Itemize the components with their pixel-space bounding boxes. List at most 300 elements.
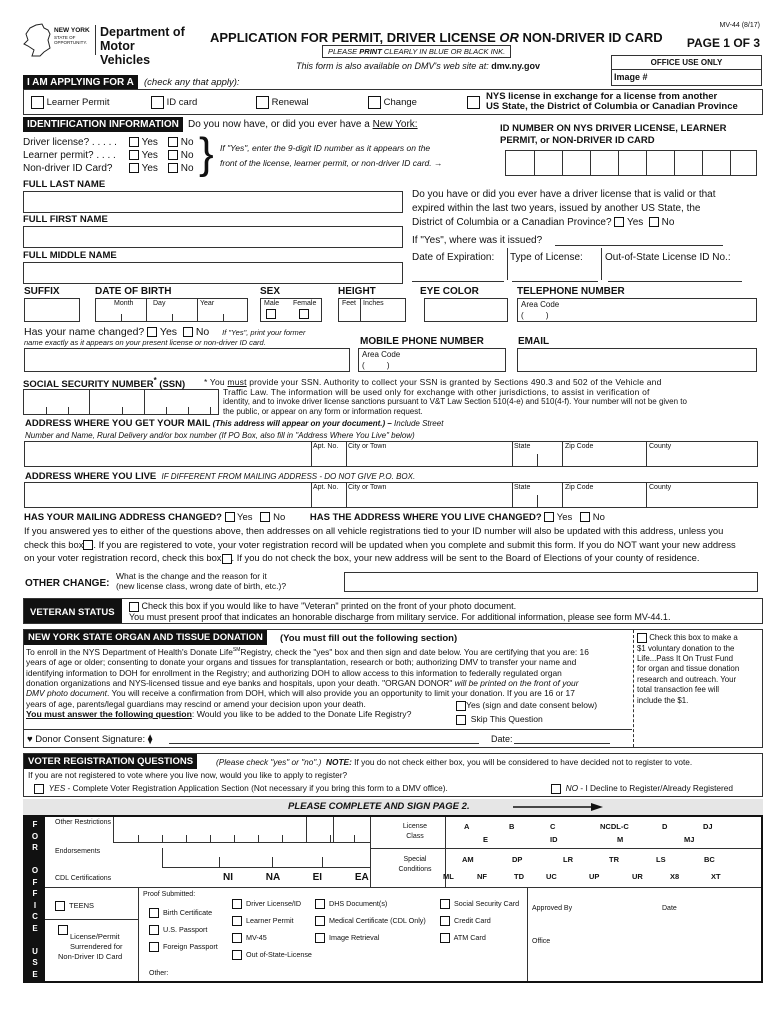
restriction-tick: [234, 835, 235, 842]
checkbox[interactable]: [440, 916, 450, 926]
option-change[interactable]: [368, 96, 417, 109]
sidebar-letter: U: [32, 946, 38, 956]
nys-logo: [22, 22, 187, 67]
cdl-cert-label: CDL Certifications: [55, 875, 112, 882]
live-yes-checkbox[interactable]: [544, 512, 554, 522]
area-code-parens: ( ): [521, 311, 549, 320]
condition-code: UC: [546, 872, 557, 881]
city-label: City or Town: [348, 484, 387, 491]
side-1: Check this box to make a: [649, 633, 738, 643]
checkbox[interactable]: [315, 899, 325, 909]
checkbox[interactable]: [440, 899, 450, 909]
class-code: M: [617, 835, 624, 844]
surrendered-option[interactable]: [58, 925, 123, 962]
image-number-field[interactable]: [612, 69, 761, 84]
yes-checkbox[interactable]: [129, 150, 139, 160]
other-state-line-2: expired within the last two years, issued by another US State, the: [412, 203, 701, 214]
logo-divider: [95, 25, 96, 55]
veteran-text: [129, 601, 670, 623]
teens-label: TEENS: [69, 901, 95, 910]
height-input[interactable]: [338, 298, 406, 322]
mail-note-1: (This address will appear on your document.) –: [210, 419, 395, 428]
restriction-divider: [306, 817, 307, 842]
condition-code: TR: [609, 855, 619, 864]
divider: [512, 442, 513, 466]
other-state-line-3: District of Columbia or a Canadian Province?: [412, 217, 612, 228]
donation-checkbox[interactable]: [637, 633, 647, 643]
row-label: Non-driver ID Card?: [23, 163, 113, 174]
name-change-hint-1: If "Yes", print your former: [222, 328, 306, 337]
height-label: HEIGHT: [338, 286, 376, 297]
divider: [24, 729, 632, 730]
id-row-driver-license: [23, 136, 194, 149]
sidebar-letter: R: [32, 843, 38, 852]
print-note: [322, 45, 511, 58]
email-input[interactable]: [517, 348, 757, 372]
divider: [311, 442, 312, 466]
mailing-yes-checkbox[interactable]: [225, 512, 235, 522]
other-restrictions-input[interactable]: [113, 817, 370, 843]
cdl-codes: [223, 872, 369, 883]
former-name-input[interactable]: [24, 348, 350, 372]
inches-label: Inches: [363, 300, 384, 307]
condition-code: X8: [670, 872, 680, 881]
organ-yes-option[interactable]: [456, 700, 597, 711]
endorsement-tick: [219, 857, 220, 867]
yes-label: Yes: [626, 217, 644, 228]
print-note-b: PRINT: [359, 47, 382, 56]
condition-code: BC: [704, 855, 715, 864]
proof-option[interactable]: [440, 929, 519, 946]
voter-yes-checkbox[interactable]: [34, 784, 44, 794]
surrendered-3: Non-Driver ID Card: [58, 952, 123, 962]
organ-skip-checkbox[interactable]: [456, 715, 466, 725]
organ-must-answer: You must answer the following question: [26, 709, 192, 720]
checkbox[interactable]: [149, 908, 159, 918]
name-change-label: Has your name changed?: [24, 326, 145, 338]
other-change-q1: What is the change and the reason for it: [116, 571, 267, 581]
checkbox[interactable]: [368, 96, 381, 109]
apt-label: Apt. No.: [313, 484, 339, 491]
yes-label: Yes: [141, 137, 158, 148]
id-row-learner-permit: [23, 149, 194, 162]
cell-divider: [730, 151, 731, 175]
veteran-checkbox[interactable]: [129, 602, 139, 612]
ssn-suffix: (SSN): [156, 379, 186, 391]
form-title: [210, 30, 663, 45]
checkbox[interactable]: [256, 96, 269, 109]
yes-label: Yes: [159, 326, 178, 338]
restriction-tick: [210, 835, 211, 842]
sign-page-text: PLEASE COMPLETE AND SIGN PAGE 2.: [288, 801, 470, 812]
voter-note-label: NOTE:: [326, 757, 352, 767]
para-3a: on your voter registration record, check this box: [24, 552, 222, 563]
mail-address-title: [25, 418, 443, 429]
ssn-tick: [46, 407, 47, 414]
class-code: D: [662, 822, 668, 831]
apt-label: Apt. No.: [313, 443, 339, 450]
no-checkbox[interactable]: [183, 327, 193, 337]
class-code: ID: [550, 835, 558, 844]
checkbox[interactable]: [151, 96, 164, 109]
condition-code: LS: [656, 855, 666, 864]
id-number-input[interactable]: [505, 150, 757, 176]
live-address-input[interactable]: [24, 482, 758, 508]
sidebar-letter: O: [31, 866, 39, 875]
name-change-question: [24, 326, 305, 338]
proof-option[interactable]: [315, 895, 426, 912]
sidebar-letter: E: [32, 969, 38, 979]
no-checkbox[interactable]: [168, 163, 178, 173]
dob-label: DATE OF BIRTH: [95, 286, 172, 297]
voter-no-checkbox[interactable]: [551, 784, 561, 794]
proof-label: Birth Certificate: [163, 908, 213, 917]
condition-code: LR: [563, 855, 573, 864]
applying-note: (check any that apply):: [144, 77, 240, 88]
sidebar-letter: F: [32, 820, 38, 829]
ssn-tick: [122, 407, 123, 414]
county-label: County: [649, 443, 672, 450]
proof-label: Driver License/ID: [246, 899, 302, 908]
organ-yes-label: Yes (sign and date consent below): [466, 700, 598, 710]
last-name-input[interactable]: [23, 191, 403, 213]
checkbox[interactable]: [440, 933, 450, 943]
proof-col-4: [440, 895, 519, 946]
yes-label: Yes: [556, 512, 573, 523]
condition-code: DP: [512, 855, 523, 864]
veteran-line-2: You must present proof that indicates an honorable discharge from military service. For additional information, please see form MV-44.1.: [129, 612, 671, 622]
day-label: Day: [153, 300, 166, 307]
middle-name-input[interactable]: [23, 262, 403, 284]
voter-no-b: - I Decline to Register/Already Registered: [578, 783, 734, 793]
divider: [527, 887, 528, 981]
live-note: IF DIFFERENT FROM MAILING ADDRESS - DO NOT GIVE P.O. BOX.: [161, 472, 416, 481]
applying-header: I AM APPLYING FOR A: [23, 75, 138, 90]
voter-note: [216, 757, 692, 767]
endorsements-input[interactable]: [162, 848, 370, 868]
license-type-input[interactable]: [512, 281, 598, 282]
other-change-label: OTHER CHANGE:: [25, 578, 110, 589]
no-label: No: [273, 512, 286, 523]
divider: [45, 887, 761, 888]
proof-option[interactable]: [149, 921, 218, 938]
checkbox[interactable]: [232, 933, 242, 943]
eye-color-label: EYE COLOR: [420, 286, 479, 297]
other-state-line-1: Do you have or did you ever have a driver license that is valid or that: [412, 189, 716, 200]
option-exchange: [486, 92, 738, 112]
proof-option[interactable]: [315, 912, 426, 929]
cdl-code: NA: [265, 872, 280, 883]
checkbox[interactable]: [232, 950, 242, 960]
tick: [121, 314, 122, 321]
divider: [507, 248, 508, 280]
cdl-code: EA: [354, 872, 369, 883]
ssn-group-divider: [89, 390, 90, 414]
organ-p3: identifying information to DOH for enrollment in the Registry; and authorizing DOH to allow access to this information to federally regulated organ: [26, 667, 562, 678]
divider: [512, 483, 513, 507]
side-5: research and outreach. Your: [637, 674, 737, 684]
proof-option[interactable]: [440, 895, 519, 912]
other-change-question: [116, 571, 286, 591]
cell-divider: [702, 151, 703, 175]
mail-address-input[interactable]: [24, 441, 758, 467]
area-code-label: Area Code: [362, 350, 401, 359]
other-change-input[interactable]: [344, 572, 758, 592]
organ-yes-checkbox[interactable]: [456, 701, 466, 711]
proof-label: ATM Card: [453, 933, 486, 942]
organ-p4a: donation organizations and NYS-licensed tissue and eye banks and hospitals, upon your death. "ORGAN DONOR": [26, 678, 455, 689]
cell-divider: [590, 151, 591, 175]
male-checkbox[interactable]: [266, 309, 276, 319]
id-number-label-2: PERMIT, or NON-DRIVER ID CARD: [500, 135, 655, 146]
no-checkbox[interactable]: [649, 217, 659, 227]
male-label: Male: [264, 300, 280, 307]
voter-header: VOTER REGISTRATION QUESTIONS: [24, 754, 197, 769]
option-learner-permit[interactable]: [31, 96, 109, 109]
id-number-label: [500, 123, 726, 147]
sex-label: SEX: [260, 286, 281, 297]
tick: [223, 314, 224, 321]
office-use-label: OFFICE USE ONLY: [650, 58, 723, 67]
condition-code: XT: [711, 872, 721, 881]
cell-divider: [674, 151, 675, 175]
telephone-input[interactable]: [517, 298, 757, 322]
where-issued-input[interactable]: [555, 245, 723, 246]
logo-tag-1: STATE OF: [54, 35, 76, 40]
expiration-input[interactable]: [412, 281, 504, 282]
organ-p1: To enroll in the NYS Department of Health's Donate Life: [26, 646, 233, 657]
option-exchange-checkbox[interactable]: [467, 96, 480, 109]
condition-code: ML: [443, 872, 454, 881]
yes-label: Yes: [237, 512, 253, 523]
suffix-label: SUFFIX: [24, 286, 60, 297]
suffix-input[interactable]: [24, 298, 80, 322]
voter-record-checkbox[interactable]: [222, 554, 232, 564]
ssn-note-line-2: Traffic Law. The information will be used only for exchange with other jurisdictions, to assist in verification of: [223, 387, 650, 397]
dob-input[interactable]: [95, 298, 248, 322]
option-renewal[interactable]: [256, 96, 309, 109]
divider: [537, 454, 538, 466]
restriction-tick: [258, 835, 259, 842]
checkbox[interactable]: [467, 96, 480, 109]
divider: [646, 442, 647, 466]
divider: [537, 495, 538, 507]
checkbox[interactable]: [31, 96, 44, 109]
checkbox[interactable]: [232, 916, 242, 926]
office-use-section: [23, 815, 763, 983]
checkbox[interactable]: [149, 925, 159, 935]
print-note-c: CLEARLY IN BLUE OR BLACK INK.: [381, 47, 506, 56]
mailing-changed-question: HAS YOUR MAILING ADDRESS CHANGED?: [24, 512, 222, 523]
proof-label: Learner Permit: [246, 916, 294, 925]
live-no-checkbox[interactable]: [580, 512, 590, 522]
proof-option[interactable]: [232, 946, 312, 963]
divider: [45, 919, 138, 920]
divider: [646, 483, 647, 507]
no-label: No: [195, 326, 210, 338]
office-use-box: [611, 55, 762, 86]
organ-question: : Would you like to be added to the Donate Life Registry?: [191, 709, 412, 720]
divider: [346, 483, 347, 507]
city-label: City or Town: [348, 443, 387, 450]
yes-checkbox[interactable]: [129, 163, 139, 173]
title-or: OR: [499, 30, 519, 45]
live-title: ADDRESS WHERE YOU LIVE: [25, 471, 157, 482]
ssn-note-line-3: identity, and to invoke driver license sanctions pursuant to V&T Law Section 510(4-e) and 510(4-f). Your number will not be given to: [223, 397, 687, 406]
mobile-input[interactable]: [358, 348, 506, 372]
mailing-no-checkbox[interactable]: [260, 512, 270, 522]
teens-checkbox[interactable]: [55, 901, 65, 911]
mail-title: ADDRESS WHERE YOU GET YOUR MAIL: [25, 418, 211, 429]
restriction-tick: [186, 835, 187, 842]
hint-line-2: front of the license, learner permit, or non-driver ID card. →: [220, 158, 443, 168]
sidebar-letter: [25, 934, 45, 946]
divider: [562, 442, 563, 466]
name-change-hint-2: name exactly as it appears on your present license or non-driver ID card.: [24, 338, 266, 347]
logo-dept-line-1: Department of: [100, 25, 185, 39]
option-id-card[interactable]: [151, 96, 197, 109]
side-4: for organ and tissue donation: [637, 664, 740, 674]
voter-no-a: NO: [565, 783, 579, 793]
sex-field: [260, 298, 322, 322]
sidebar-letter: O: [31, 831, 39, 841]
condition-code: NF: [477, 872, 487, 881]
sidebar-letter: [25, 854, 45, 866]
surrendered-checkbox[interactable]: [58, 925, 68, 935]
proof-option[interactable]: [440, 912, 519, 929]
para-2b: . If you are registered to vote, your voter registration record will be updated when you complete and submit this form. If you do NOT want your new address: [93, 538, 736, 550]
option-label: Learner Permit: [46, 97, 110, 109]
feet-label: Feet: [342, 300, 357, 307]
side-2: $1 voluntary donation to the: [637, 643, 735, 653]
organ-skip-option[interactable]: [456, 714, 543, 725]
class-code: MJ: [684, 835, 695, 844]
proof-option[interactable]: [232, 929, 312, 946]
office-use-sidebar: [25, 817, 45, 981]
proof-option[interactable]: [232, 912, 312, 929]
cell-divider: [618, 151, 619, 175]
voter-yes-b: - Complete Voter Registration Application Section (Not necessary if you bring this form to a DMV office).: [65, 783, 448, 793]
address-change-paragraph: [24, 524, 762, 565]
logo-state: NEW YORK: [54, 27, 90, 34]
para-3b: . If you do not check the box, your new address will be sent to the Board of Elections of your county of residence.: [231, 552, 700, 563]
para-2a: check this box: [24, 538, 84, 550]
restriction-tick: [162, 835, 163, 842]
organ-p5b: . You will receive a confirmation from DOH, which will also provide you an opportunity to limit your donation. If you are 16 or 17: [107, 688, 575, 699]
live-changed-question: HAS THE ADDRESS WHERE YOU LIVE CHANGED?: [309, 512, 542, 523]
no-checkbox[interactable]: [168, 150, 178, 160]
class-code: A: [464, 822, 470, 831]
approved-by-label: Approved By: [532, 905, 573, 912]
service-mark: SM: [232, 647, 241, 653]
proof-label: Out of-State-License: [246, 950, 312, 959]
yes-checkbox[interactable]: [147, 327, 157, 337]
first-name-input[interactable]: [23, 226, 403, 248]
proof-submitted-label: Proof Submitted:: [143, 891, 196, 898]
side-7: include the $1.: [637, 695, 689, 705]
proof-col-1: [149, 904, 218, 955]
state-label: State: [514, 484, 531, 491]
proof-option[interactable]: [149, 904, 218, 921]
divider: [633, 630, 634, 747]
checkbox[interactable]: [315, 916, 325, 926]
checkbox[interactable]: [149, 942, 159, 952]
brace-icon: }: [199, 129, 214, 178]
proof-option[interactable]: [149, 938, 218, 955]
yes-checkbox[interactable]: [614, 217, 624, 227]
website-text: This form is also available on DMV's web site at:: [296, 61, 492, 71]
no-checkbox[interactable]: [168, 137, 178, 147]
ssn-input[interactable]: [23, 389, 219, 415]
identification-question: [188, 119, 418, 130]
print-note-a: PLEASE: [328, 47, 360, 56]
mobile-label: MOBILE PHONE NUMBER: [360, 336, 484, 347]
voter-no-option[interactable]: [551, 783, 733, 794]
yes-checkbox[interactable]: [129, 137, 139, 147]
teens-option[interactable]: [55, 901, 94, 911]
mail-address-note: Number and Name, Rural Delivery and/or box number (If PO Box, also fill in "Address Where You Live" below): [25, 431, 415, 440]
proof-col-3: [315, 895, 426, 946]
class-code: B: [509, 822, 515, 831]
vehicle-registration-checkbox[interactable]: [83, 540, 93, 550]
restriction-tick: [282, 835, 283, 842]
proof-option[interactable]: [232, 895, 312, 912]
proof-label: Social Security Card: [454, 899, 520, 908]
checkbox[interactable]: [232, 899, 242, 909]
signature-input[interactable]: [169, 743, 479, 744]
logo-tag-2: OPPORTUNITY.: [54, 40, 88, 45]
last-name-label: FULL LAST NAME: [23, 179, 106, 190]
condition-code: AM: [462, 855, 474, 864]
option-label: ID card: [166, 97, 198, 109]
other-state-question: [412, 188, 716, 230]
ssn-note-line-4: the public, or appear on any form or information request.: [223, 407, 423, 416]
ssn-tick: [188, 407, 189, 414]
female-checkbox[interactable]: [299, 309, 309, 319]
ssn-note-b: provide your SSN. Authority to collect your SSN is granted by Sections 490.3 and 502 of the Vehicle and: [246, 377, 662, 387]
ssn-note-a: * You: [204, 377, 228, 387]
voter-instr: (Please check "yes" or "no".): [216, 757, 322, 767]
voter-note-text: If you do not check either box, you will be considered to have decided not to register to vote.: [351, 757, 693, 767]
checkbox[interactable]: [315, 933, 325, 943]
organ-p5a: DMV photo document: [26, 688, 108, 699]
date-label: Date:: [491, 734, 513, 744]
id-row-non-driver-id: [23, 162, 194, 175]
ssn-note-must: must: [227, 377, 247, 387]
county-label: County: [649, 484, 672, 491]
para-line-1: If you answered yes to either of the questions above, then addresses on all vehicle registrations tied to your ID number will also be updated with this address, unless you: [24, 525, 724, 536]
eye-color-input[interactable]: [424, 298, 508, 322]
organ-p6: years of age, parents/legal guardians may rescind or amend your decision upon your death.: [26, 698, 366, 709]
veteran-header: VETERAN STATUS: [24, 599, 122, 623]
website-link[interactable]: dmv.ny.gov: [491, 61, 540, 71]
date-input[interactable]: [514, 743, 610, 744]
no-label: No: [180, 137, 194, 148]
condition-code: UP: [589, 872, 600, 881]
identification-header: IDENTIFICATION INFORMATION: [23, 117, 183, 132]
license-type-label: Type of License:: [510, 252, 583, 263]
restriction-divider: [333, 817, 334, 842]
cell-divider: [562, 151, 563, 175]
cdl-code: EI: [312, 872, 323, 883]
voter-yes-option[interactable]: [34, 783, 448, 794]
surrendered-2: Surrendered for: [70, 942, 123, 952]
restriction-tick: [138, 835, 139, 842]
ssn-tick: [166, 407, 167, 414]
proof-option[interactable]: [315, 929, 426, 946]
license-id-input[interactable]: [608, 281, 742, 282]
side-6: total transaction fee will: [637, 685, 720, 695]
